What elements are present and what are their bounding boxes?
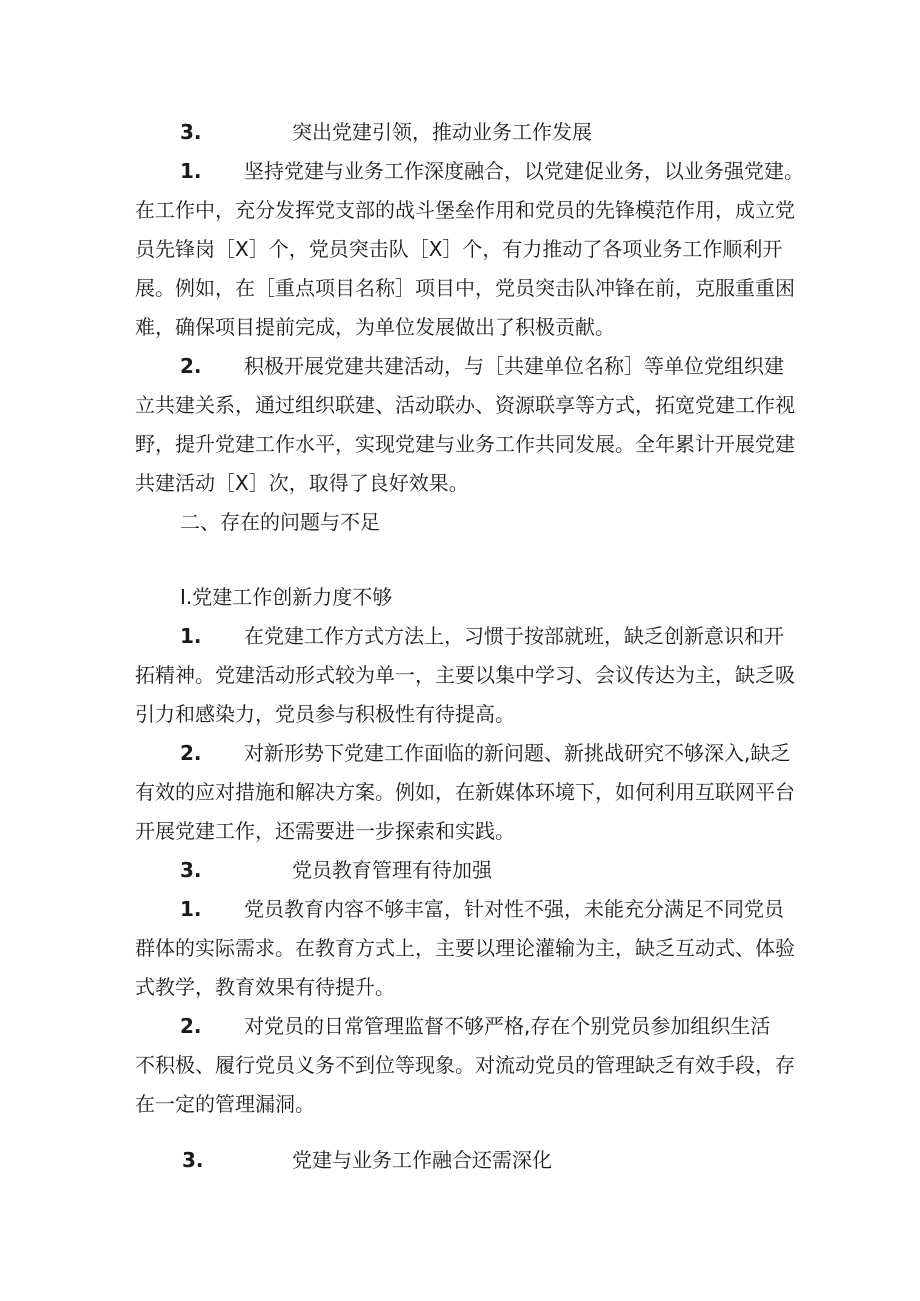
item-number: 1. — [180, 624, 202, 648]
section-heading: 党员教育管理有待加强 — [292, 858, 492, 882]
subsection-heading: I.党建工作创新力度不够 — [180, 585, 393, 609]
paragraph-line: 引力和感染力，党员参与积极性有待提高。 — [135, 702, 515, 726]
paragraph-line: 共建活动［X］次，取得了良好效果。 — [135, 471, 469, 495]
paragraph-line: 坚持党建与业务工作深度融合，以党建促业务，以业务强党建。 — [244, 159, 804, 183]
section-heading: 党建与业务工作融合还需深化 — [292, 1148, 552, 1172]
paragraph-line: 不积极、履行党员义务不到位等现象。对流动党员的管理缺乏有效手段，存 — [135, 1053, 795, 1077]
paragraph-line: 式教学，教育效果有待提升。 — [135, 975, 395, 999]
paragraph-line: 立共建关系，通过组织联建、活动联办、资源联享等方式，拓宽党建工作视 — [135, 393, 795, 417]
paragraph-line: 难，确保项目提前完成，为单位发展做出了积极贡献。 — [135, 315, 615, 339]
item-number: 2. — [180, 741, 202, 765]
paragraph-line: 开展党建工作，还需要进一步探索和实践。 — [135, 819, 515, 843]
paragraph-line: 在一定的管理漏洞。 — [135, 1092, 315, 1116]
paragraph-line: 有效的应对措施和解决方案。例如，在新媒体环境下，如何利用互联网平台 — [135, 780, 795, 804]
section-heading: 突出党建引领，推动业务工作发展 — [292, 120, 592, 144]
item-number: 2. — [180, 354, 202, 378]
paragraph-line: 展。例如，在［重点项目名称］项目中，党员突击队冲锋在前，克服重重困 — [135, 276, 795, 300]
item-number: 1. — [180, 897, 202, 921]
chapter-heading: 二、存在的问题与不足 — [180, 510, 380, 534]
item-number: 1. — [180, 159, 202, 183]
paragraph-line: 党员教育内容不够丰富，针对性不强，未能充分满足不同党员 — [244, 897, 784, 921]
paragraph-line: 野，提升党建工作水平，实现党建与业务工作共同发展。全年累计开展党建 — [135, 432, 795, 456]
section-number: 3. — [182, 1148, 204, 1172]
section-number: 3. — [180, 120, 202, 144]
paragraph-line: 对新形势下党建工作面临的新问题、新挑战研究不够深入,缺乏 — [244, 741, 791, 765]
paragraph-line: 拓精神。党建活动形式较为单一，主要以集中学习、会议传达为主，缺乏吸 — [135, 663, 795, 687]
paragraph-line: 员先锋岗［X］个，党员突击队［X］个，有力推动了各项业务工作顺利开 — [135, 237, 783, 261]
item-number: 2. — [180, 1014, 202, 1038]
section-number: 3. — [180, 858, 202, 882]
paragraph-line: 在党建工作方式方法上，习惯于按部就班，缺乏创新意识和开 — [244, 624, 784, 648]
paragraph-line: 积极开展党建共建活动，与［共建单位名称］等单位党组织建 — [244, 354, 784, 378]
paragraph-line: 对党员的日常管理监督不够严格,存在个别党员参加组织生活 — [244, 1014, 771, 1038]
paragraph-line: 群体的实际需求。在教育方式上，主要以理论灌输为主，缺乏互动式、体验 — [135, 936, 795, 960]
paragraph-line: 在工作中，充分发挥党支部的战斗堡垒作用和党员的先锋模范作用，成立党 — [135, 198, 795, 222]
